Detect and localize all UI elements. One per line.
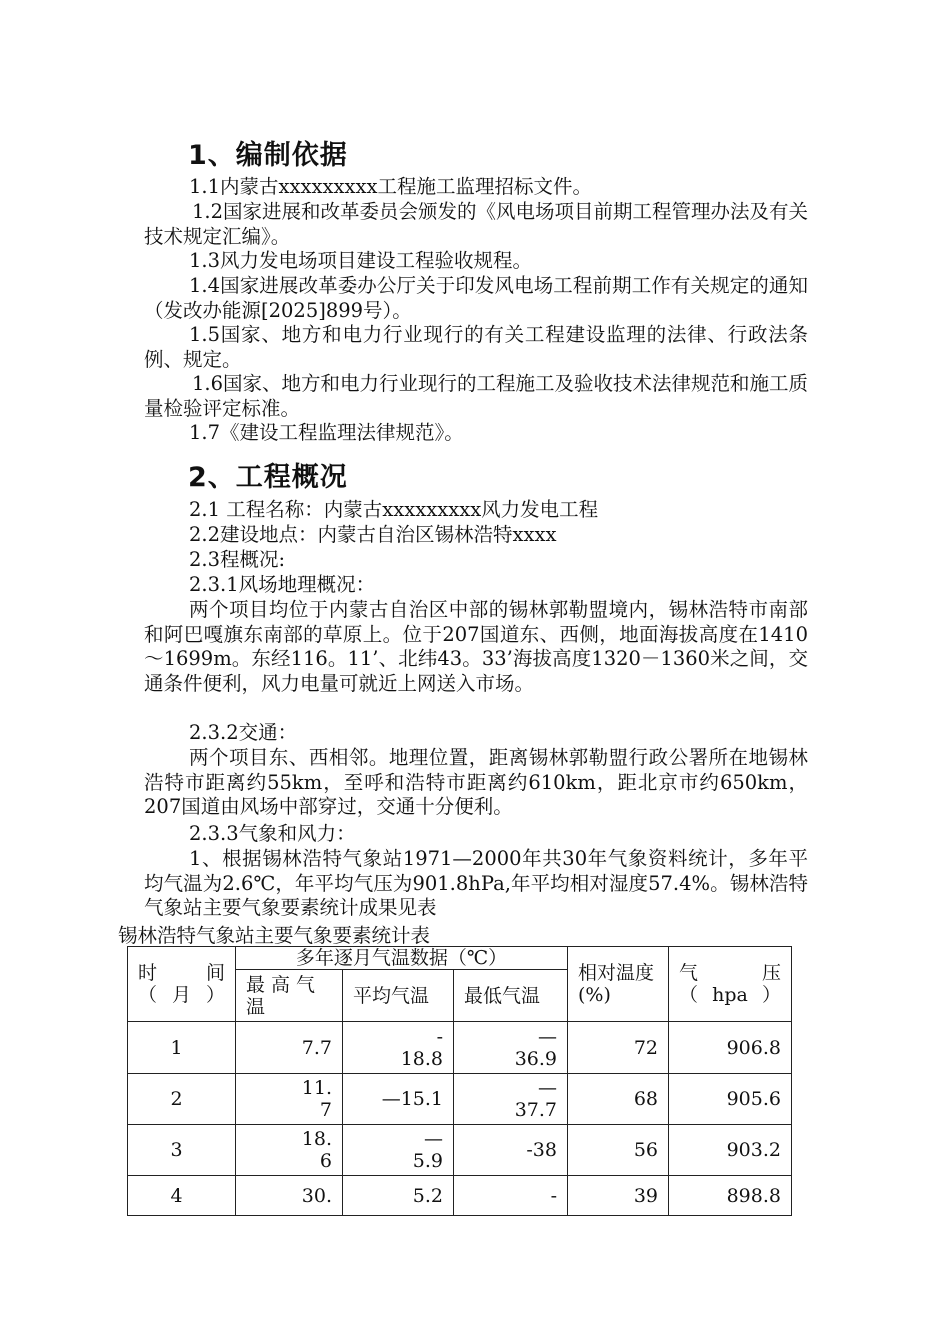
table-row — [128, 1176, 792, 1216]
header-max-temp: 最高气温 — [236, 970, 343, 1022]
geo-overview-title: 2.3.1风场地理概况： — [189, 573, 376, 596]
traffic-title: 2.3.2交通： — [189, 721, 298, 744]
header-humidity: 相对温度(%) — [568, 947, 669, 1022]
cell-min-temp: — 37.7 — [454, 1074, 568, 1125]
cell-pressure: 903.2 — [669, 1125, 792, 1176]
basis-item-6: 1.6国家、地方和电力行业现行的工程施工及验收技术法律规范和施工质量检验评定标准。 — [144, 372, 809, 420]
cell-avg-temp: - 18.8 — [343, 1022, 454, 1074]
table-caption: 锡林浩特气象站主要气象要素统计表 — [118, 924, 431, 947]
basis-item-7: 1.7《建设工程监理法律规范》。 — [189, 421, 464, 444]
cell-pressure: 905.6 — [669, 1074, 792, 1125]
traffic-paragraph: 两个项目东、西相邻。地理位置，距离锡林郭勒盟行政公署所在地锡林浩特市距离约55km，至呼和浩特市距离约610km，距北京市约650km，207国道由风场中部穿过，交通十分便利。 — [144, 746, 808, 818]
cell-avg-temp: 5.2 — [343, 1176, 454, 1216]
header-pressure: 气 压（hpa） — [669, 947, 792, 1022]
cell-max-temp: 7.7 — [236, 1022, 343, 1074]
header-avg-temp: 平均气温 — [343, 970, 454, 1022]
cell-month: 2 — [128, 1074, 236, 1125]
basis-item-2: 1.2国家进展和改革委员会颁发的《风电场项目前期工程管理办法及有关技术规定汇编》。 — [144, 200, 809, 248]
cell-humidity: 39 — [568, 1176, 669, 1216]
basis-item-4: 1.4国家进展改革委办公厅关于印发风电场工程前期工作有关规定的通知（发改办能源[2025]899号）。 — [144, 274, 808, 322]
header-time: 时 间（月） — [128, 947, 236, 1022]
cell-humidity: 56 — [568, 1125, 669, 1176]
cell-max-temp: 18. 6 — [236, 1125, 343, 1176]
project-overview-line: 2.3程概况: — [189, 548, 286, 571]
project-name-line: 2.1 工程名称：内蒙古xxxxxxxxx风力发电工程 — [189, 498, 599, 521]
table-row — [128, 1022, 792, 1074]
weather-title: 2.3.3气象和风力： — [189, 822, 356, 845]
cell-max-temp: 30. — [236, 1176, 343, 1216]
cell-pressure: 898.8 — [669, 1176, 792, 1216]
cell-humidity: 68 — [568, 1074, 669, 1125]
geo-overview-paragraph: 两个项目均位于内蒙古自治区中部的锡林郭勒盟境内，锡林浩特市南部和阿巴嘎旗东南部的草原上。位于207国道东、西侧，地面海拔高度在1410～1699m。东经116。11’、北纬43。33’海拔高度1320－1360米之间，交通条件便利，风力电量可就近上网送入市场。 — [144, 598, 808, 695]
cell-min-temp: — 36.9 — [454, 1022, 568, 1074]
cell-min-temp: -38 — [454, 1125, 568, 1176]
cell-month: 3 — [128, 1125, 236, 1176]
cell-avg-temp: —15.1 — [343, 1074, 454, 1125]
project-location-line: 2.2建设地点：内蒙古自治区锡林浩特xxxx — [189, 523, 557, 546]
cell-humidity: 72 — [568, 1022, 669, 1074]
header-temperature-group: 多年逐月气温数据（℃） — [236, 947, 568, 970]
cell-month: 1 — [128, 1022, 236, 1074]
weather-stats-table — [127, 946, 792, 1216]
header-min-temp: 最低气温 — [454, 970, 568, 1022]
weather-paragraph: 1、根据锡林浩特气象站1971—2000年共30年气象资料统计，多年平均气温为2.6℃，年平均气压为901.8hPa,年平均相对湿度57.4%。锡林浩特气象站主要气象要素统计成果见表 — [144, 847, 808, 919]
basis-item-1: 1.1内蒙古xxxxxxxxx工程施工监理招标文件。 — [189, 175, 592, 198]
cell-month: 4 — [128, 1176, 236, 1216]
section-2-heading: 2、工程概况 — [188, 462, 348, 493]
table-row — [128, 1125, 792, 1176]
basis-item-5: 1.5国家、地方和电力行业现行的有关工程建设监理的法律、行政法条例、规定。 — [144, 323, 808, 371]
table-row — [128, 1074, 792, 1125]
cell-avg-temp: — 5.9 — [343, 1125, 454, 1176]
cell-pressure: 906.8 — [669, 1022, 792, 1074]
cell-max-temp: 11. 7 — [236, 1074, 343, 1125]
cell-min-temp: - — [454, 1176, 568, 1216]
section-1-heading: 1、编制依据 — [188, 140, 348, 171]
basis-item-3: 1.3风力发电场项目建设工程验收规程。 — [189, 249, 533, 272]
